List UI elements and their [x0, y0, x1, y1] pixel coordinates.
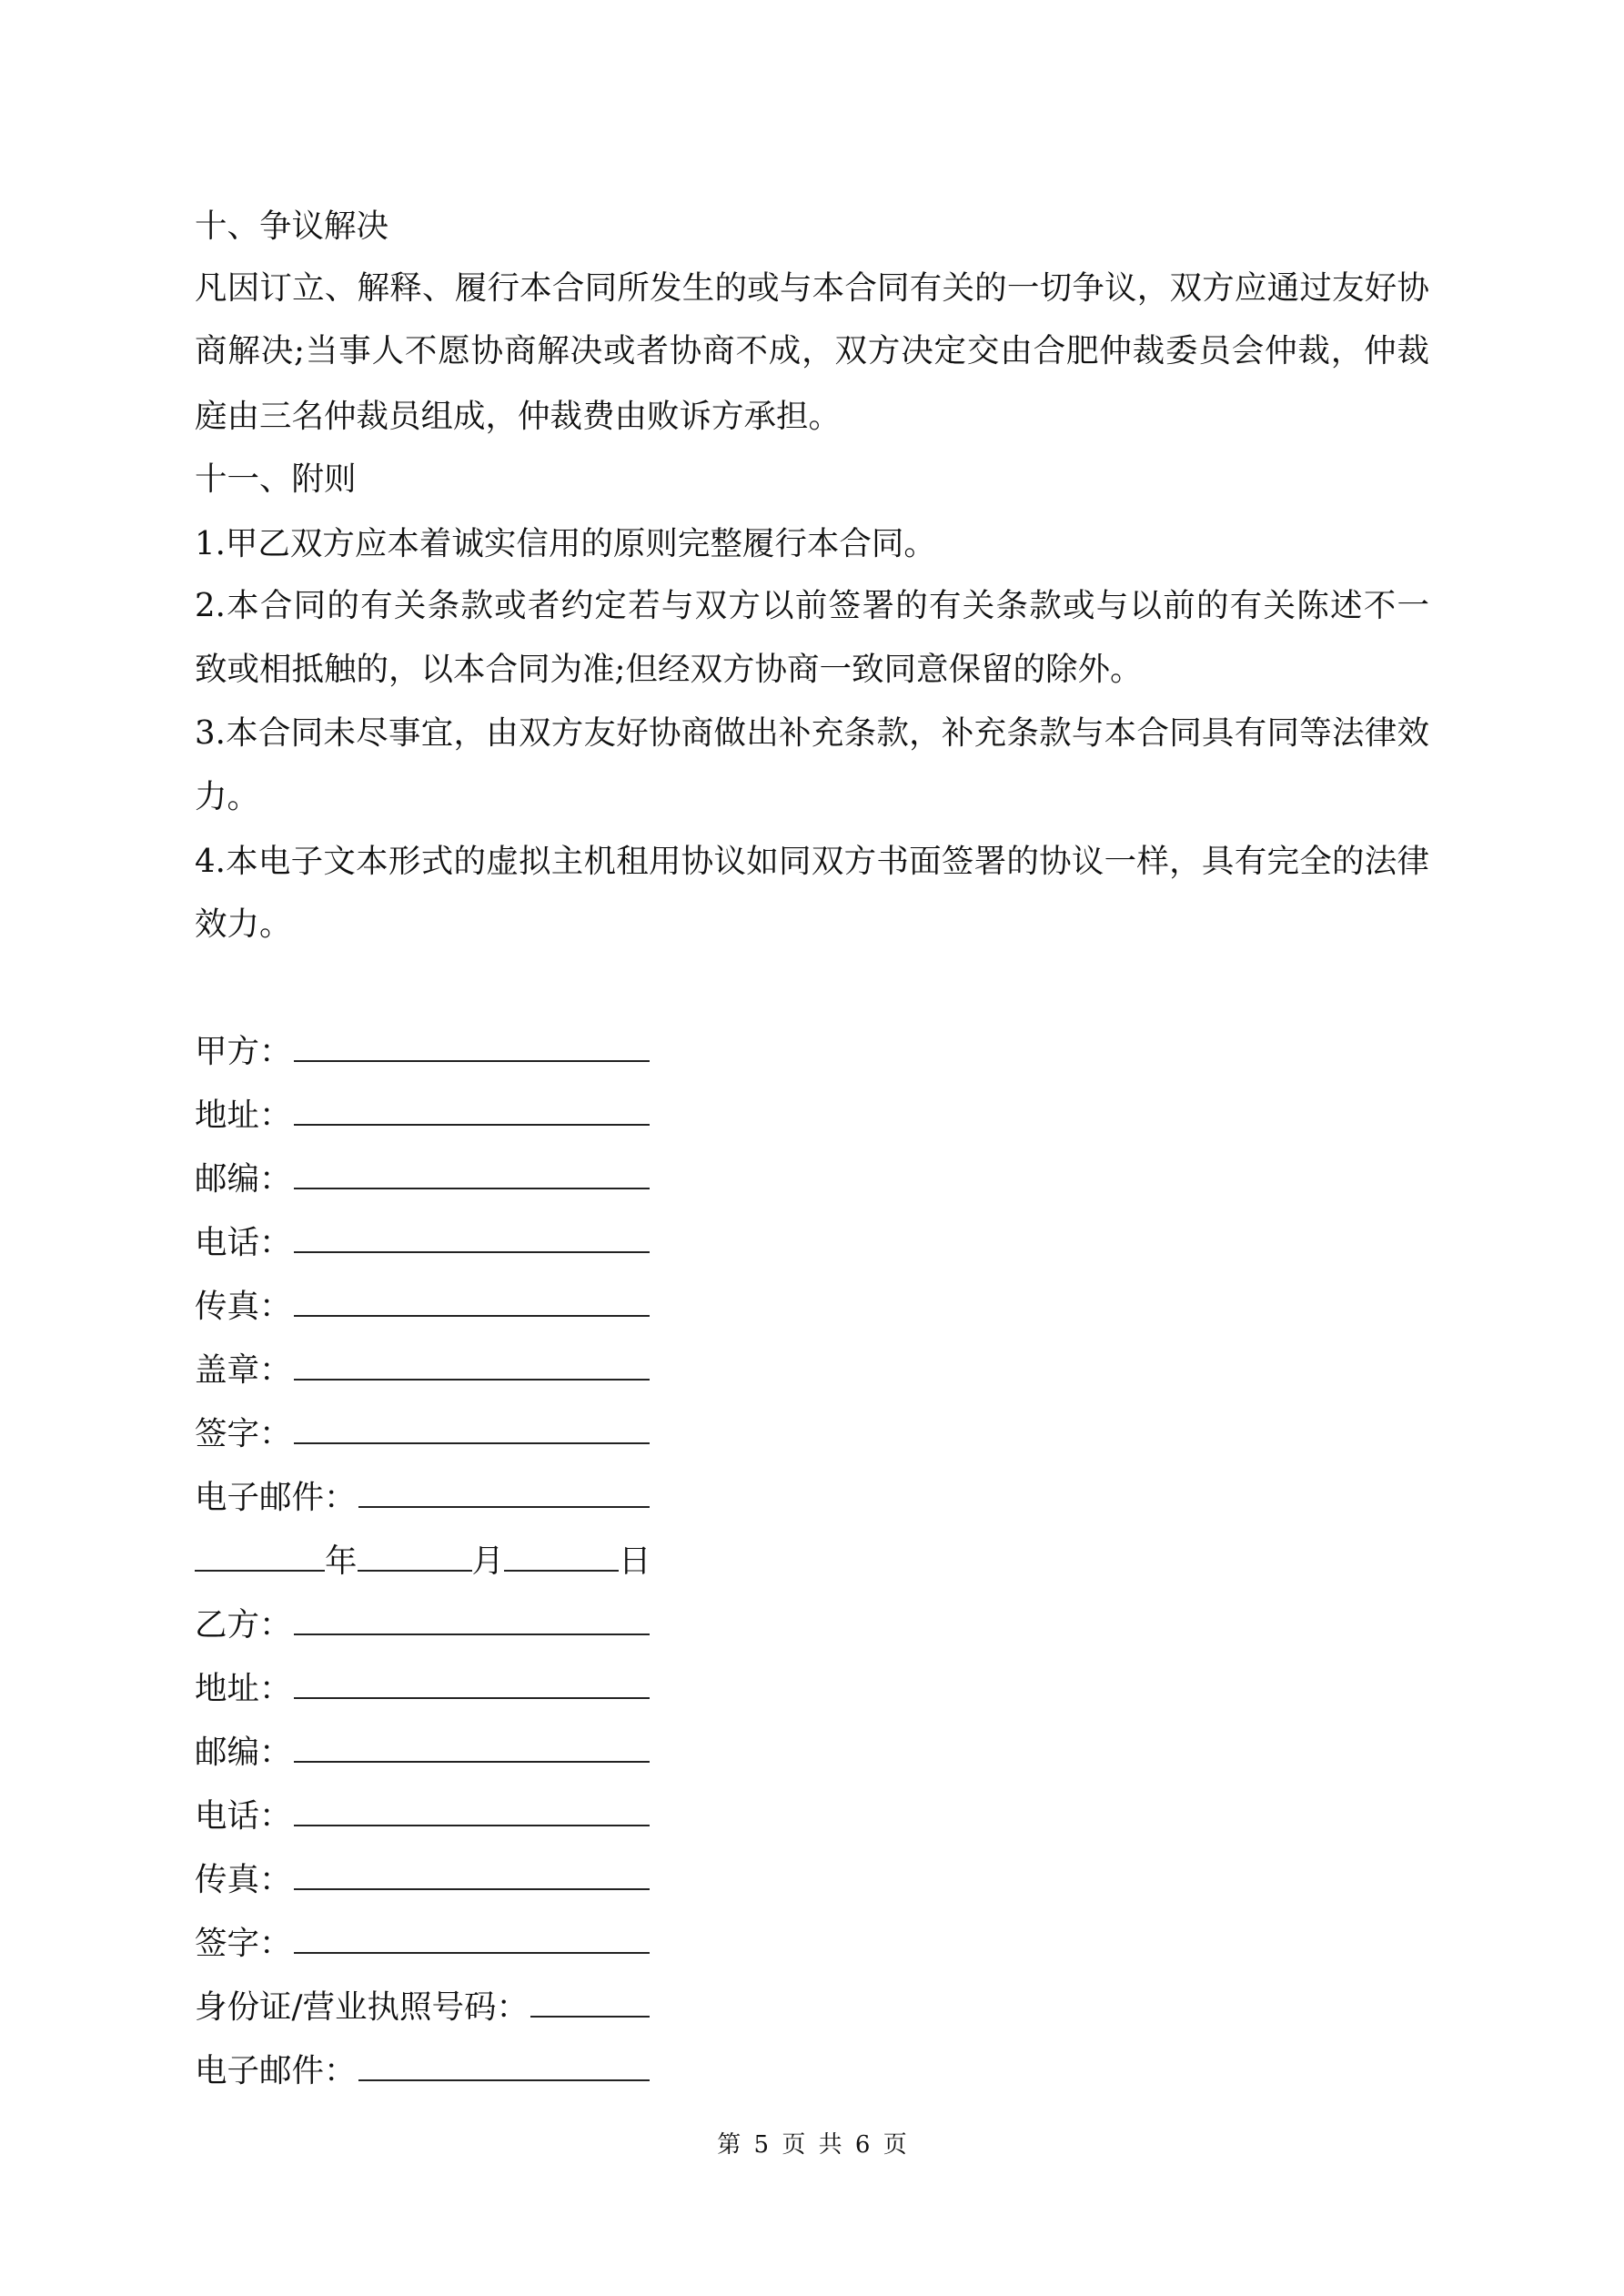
party_b-blank[interactable]: [358, 2048, 650, 2081]
party_a-label: 盖章：: [195, 1351, 292, 1389]
section-10-line: 凡因订立、解释、履行本合同所发生的或与本合同有关的一切争议，双方应通过友好协: [195, 269, 1429, 307]
section-11-heading: 十一、附则: [195, 460, 357, 498]
party_b-label: 电子邮件：: [195, 2052, 357, 2089]
party_b-field: [195, 1657, 650, 1721]
section-10-heading: 十、争议解决: [195, 207, 389, 245]
section-10-line: 商解决;当事人不愿协商解决或者协商不成，双方决定交由合肥仲裁委员会仲裁，仲裁: [195, 332, 1429, 369]
party_a-blank[interactable]: [294, 1411, 650, 1444]
party_a-field: [195, 1211, 650, 1275]
party_b-field: [195, 1912, 650, 1976]
party_a-label: 电子邮件：: [195, 1479, 357, 1516]
party_a-field: [195, 1275, 650, 1339]
party_a-field: [195, 1084, 650, 1148]
section-11-line: 力。: [195, 778, 260, 815]
party_a-label: 签字：: [195, 1415, 292, 1452]
party_b-label: 传真：: [195, 1861, 292, 1898]
party_b-field: [195, 1721, 650, 1785]
party_a-blank[interactable]: [294, 1220, 650, 1253]
party_b-field: [195, 1593, 650, 1657]
party_a-field: [195, 1020, 650, 1084]
party_a-label: 传真：: [195, 1288, 292, 1325]
party_a-label: 电话：: [195, 1224, 292, 1261]
party_a-blank[interactable]: [294, 1348, 650, 1381]
party_b-label: 邮编：: [195, 1734, 292, 1771]
party_a-field: [195, 1148, 650, 1211]
party_b-field: [195, 1848, 650, 1912]
party_a-field: [195, 1466, 650, 1530]
day-blank[interactable]: [504, 1539, 619, 1572]
party_a-blank[interactable]: [294, 1284, 650, 1317]
party_b-field: [195, 2039, 650, 2103]
party_b-blank[interactable]: [294, 1603, 650, 1635]
party_b-label: 地址：: [195, 1670, 292, 1707]
party_b-blank[interactable]: [294, 1857, 650, 1890]
party_b-label: 签字：: [195, 1925, 292, 1962]
party_b-blank[interactable]: [530, 1985, 650, 2018]
year-label: 年: [325, 1542, 358, 1580]
party_a-field: [195, 1339, 650, 1402]
section-11-line: 2.本合同的有关条款或者约定若与双方以前签署的有关条款或与以前的有关陈述不一: [195, 587, 1429, 624]
party_b-blank[interactable]: [294, 1730, 650, 1763]
party_a-blank[interactable]: [294, 1157, 650, 1189]
date-line: [195, 1530, 651, 1593]
party_a-label: 甲方：: [195, 1033, 292, 1070]
party_a-field: [195, 1402, 650, 1466]
section-11-line: 3.本合同未尽事宜，由双方友好协商做出补充条款，补充条款与本合同具有同等法律效: [195, 714, 1429, 752]
section-11-line: 4.本电子文本形式的虚拟主机租用协议如同双方书面签署的协议一样，具有完全的法律: [195, 843, 1429, 880]
year-blank[interactable]: [195, 1539, 325, 1572]
party_b-label: 乙方：: [195, 1606, 292, 1644]
party_b-blank[interactable]: [294, 1921, 650, 1954]
party_b-label: 电话：: [195, 1797, 292, 1835]
party_b-blank[interactable]: [294, 1794, 650, 1826]
party_b-blank[interactable]: [294, 1666, 650, 1699]
party_a-blank[interactable]: [358, 1475, 650, 1508]
party_a-blank[interactable]: [294, 1029, 650, 1062]
party_a-label: 邮编：: [195, 1160, 292, 1198]
day-label: 日: [619, 1542, 651, 1580]
party_b-field: [195, 1785, 650, 1848]
party_b-field: [195, 1976, 650, 2039]
page-footer: 第 5 页 共 6 页: [717, 2131, 907, 2159]
party_b-label: 身份证/营业执照号码：: [195, 1988, 529, 2026]
section-10-line: 庭由三名仲裁员组成，仲裁费由败诉方承担。: [195, 398, 842, 435]
party_a-blank[interactable]: [294, 1093, 650, 1126]
section-11-line: 1.甲乙双方应本着诚实信用的原则完整履行本合同。: [195, 525, 936, 562]
month-blank[interactable]: [358, 1539, 472, 1572]
party_a-label: 地址：: [195, 1097, 292, 1134]
section-11-line: 效力。: [195, 905, 292, 943]
month-label: 月: [471, 1542, 505, 1580]
section-11-line: 致或相抵触的，以本合同为准;但经双方协商一致同意保留的除外。: [195, 651, 1143, 688]
